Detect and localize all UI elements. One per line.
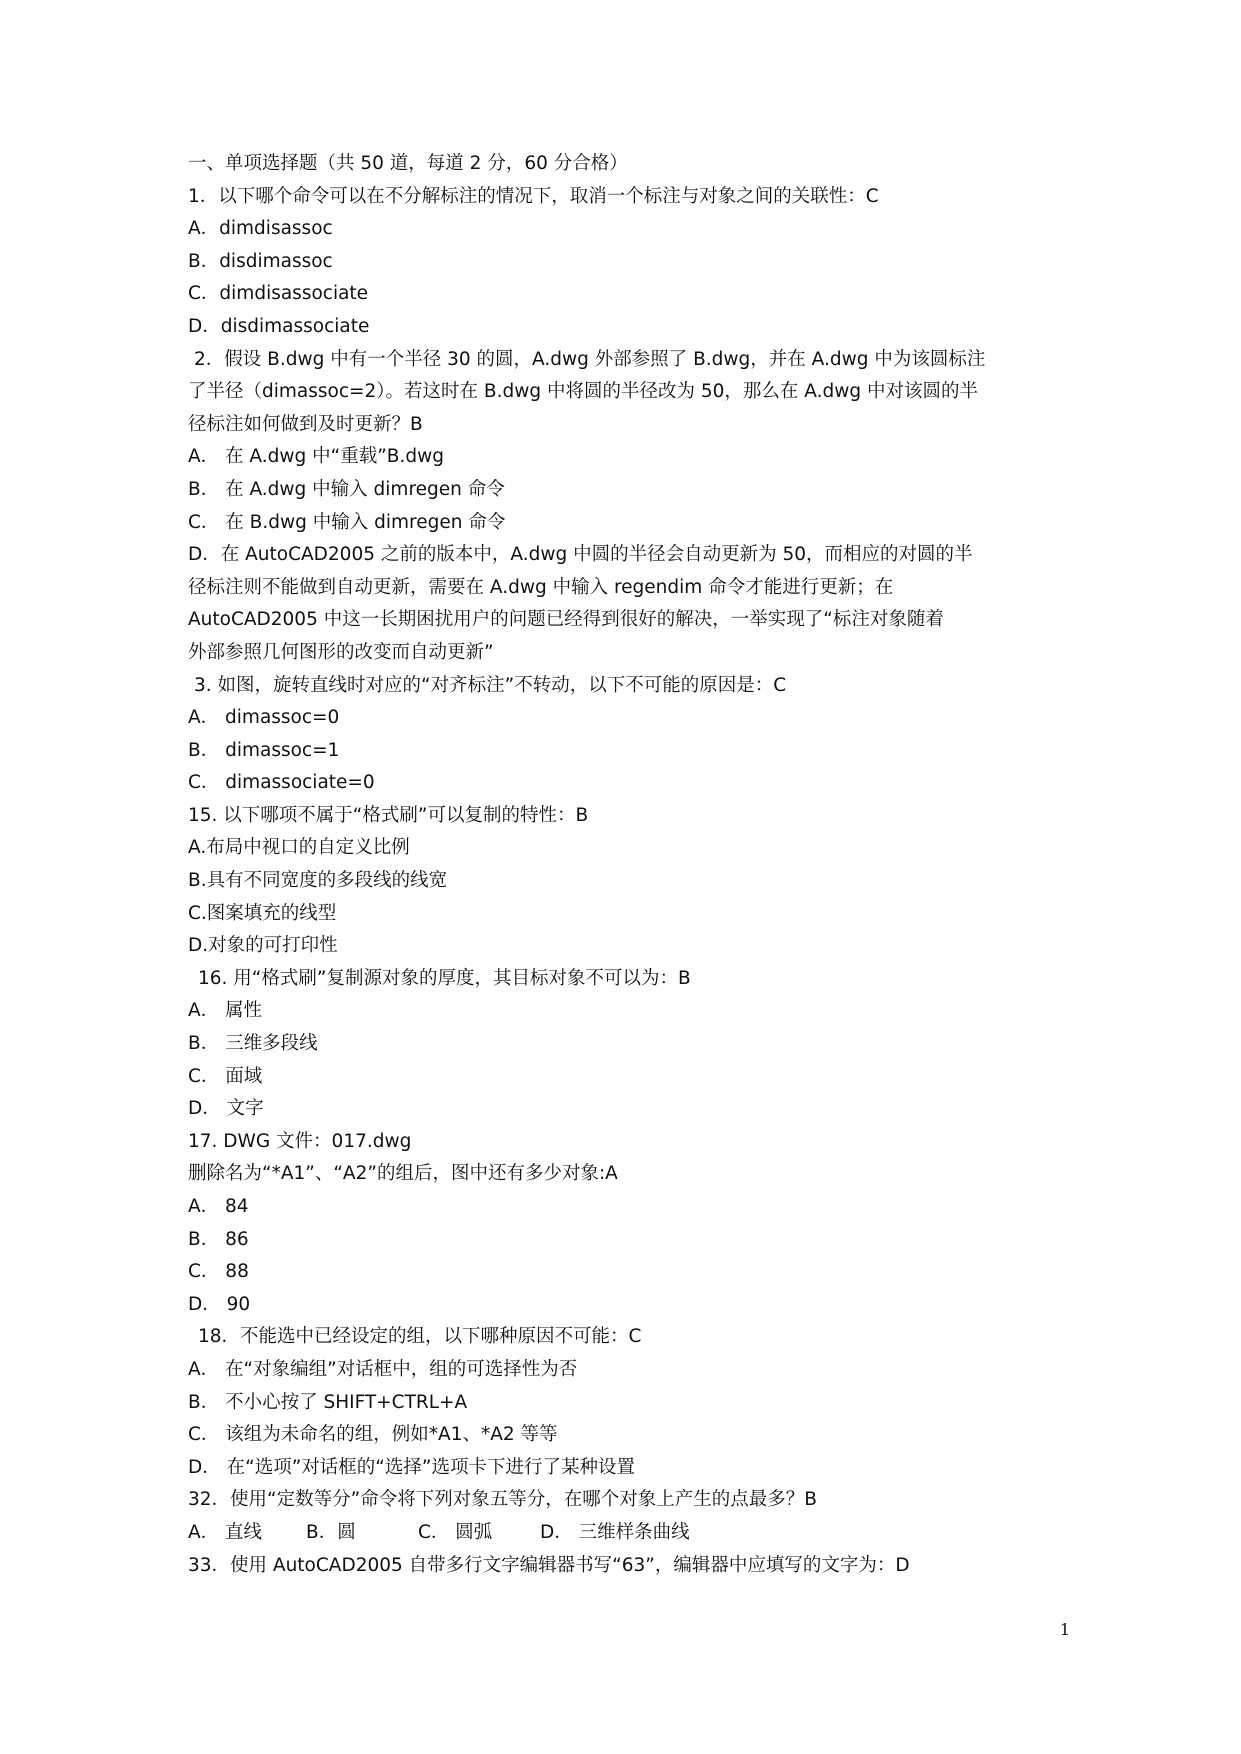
question-16-stem: 16. 用“格式刷”复制源对象的厚度，其目标对象不可以为：B bbox=[198, 967, 691, 989]
question-3-option-b: B． dimassoc=1 bbox=[188, 739, 340, 761]
question-32-option-a: A． 直线 bbox=[188, 1521, 263, 1543]
page-number: 1 bbox=[1059, 1620, 1070, 1639]
question-32-option-b: B．圆 bbox=[306, 1521, 356, 1543]
question-16-option-c: C． 面域 bbox=[188, 1065, 263, 1087]
question-32-option-c: C． 圆弧 bbox=[418, 1521, 493, 1543]
question-17-option-a: A． 84 bbox=[188, 1196, 249, 1217]
question-18-option-a: A． 在“对象编组”对话框中，组的可选择性为否 bbox=[188, 1358, 578, 1380]
question-15-option-b: B.具有不同宽度的多段线的线宽 bbox=[188, 870, 448, 892]
question-1-option-a: A．dimdisassoc bbox=[188, 218, 333, 240]
question-1-option-c: C．dimdisassociate bbox=[188, 283, 369, 305]
question-2-option-d-line-4: 外部参照几何图形的改变而自动更新” bbox=[188, 641, 494, 663]
question-16-option-a: A． 属性 bbox=[188, 1000, 263, 1022]
question-2-option-b: B． 在 A.dwg 中输入 dimregen 命令 bbox=[188, 478, 505, 500]
question-18-option-d: D． 在“选项”对话框的“选择”选项卡下进行了某种设置 bbox=[188, 1456, 635, 1478]
question-33-stem: 33．使用 AutoCAD2005 自带多行文字编辑器书写“63”，编辑器中应填写的文字为：D bbox=[188, 1554, 910, 1576]
question-17-stem-line-1: 17. DWG 文件：017.dwg bbox=[188, 1130, 412, 1152]
question-18-stem: 18．不能选中已经设定的组，以下哪种原因不可能：C bbox=[198, 1326, 642, 1348]
question-17-stem-line-2: 删除名为“*A1”、“A2”的组后，图中还有多少对象:A bbox=[188, 1163, 618, 1185]
question-2-stem-line-1: 2．假设 B.dwg 中有一个半径 30 的圆，A.dwg 外部参照了 B.dwg，并在 A.dwg 中为该圆标注 bbox=[194, 348, 986, 370]
page-content bbox=[188, 148, 1068, 1582]
question-17-option-c: C． 88 bbox=[188, 1261, 249, 1283]
question-2-stem-line-3: 径标注如何做到及时更新？B bbox=[188, 413, 423, 435]
question-1-option-d: D．disdimassociate bbox=[188, 315, 370, 337]
question-32-option-d: D． 三维样条曲线 bbox=[540, 1521, 690, 1543]
question-3-option-c: C． dimassociate=0 bbox=[188, 772, 375, 794]
question-1-stem: 1．以下哪个命令可以在不分解标注的情况下，取消一个标注与对象之间的关联性：C bbox=[188, 185, 879, 207]
question-32-options bbox=[188, 1517, 1068, 1550]
question-1-option-b: B．disdimassoc bbox=[188, 250, 333, 272]
question-16-option-d: D． 文字 bbox=[188, 1098, 264, 1120]
question-15-option-c: C.图案填充的线型 bbox=[188, 902, 337, 924]
question-2-option-d-line-3: AutoCAD2005 中这一长期困扰用户的问题已经得到很好的解决，一举实现了“标注对象随着 bbox=[188, 609, 944, 631]
question-2-option-d-line-1: D．在 AutoCAD2005 之前的版本中，A.dwg 中圆的半径会自动更新为 50，而相应的对圆的半 bbox=[188, 544, 973, 566]
question-17-option-d: D． 90 bbox=[188, 1293, 251, 1315]
question-3-stem: 3. 如图，旋转直线时对应的“对齐标注”不转动，以下不可能的原因是：C bbox=[194, 674, 787, 696]
question-15-stem: 15. 以下哪项不属于“格式刷”可以复制的特性：B bbox=[188, 804, 589, 826]
question-18-option-c: C． 该组为未命名的组，例如*A1、*A2 等等 bbox=[188, 1424, 558, 1446]
question-17-option-b: B． 86 bbox=[188, 1228, 249, 1250]
question-2-option-c: C． 在 B.dwg 中输入 dimregen 命令 bbox=[188, 511, 506, 533]
question-15-option-d: D.对象的可打印性 bbox=[188, 935, 338, 957]
question-32-stem: 32．使用“定数等分”命令将下列对象五等分，在哪个对象上产生的点最多？B bbox=[188, 1489, 817, 1511]
question-3-option-a: A． dimassoc=0 bbox=[188, 707, 340, 729]
question-18-option-b: B． 不小心按了 SHIFT+CTRL+A bbox=[188, 1391, 468, 1413]
section-heading: 一、单项选择题（共 50 道，每道 2 分，60 分合格） bbox=[188, 153, 628, 174]
question-2-option-d-line-2: 径标注则不能做到自动更新，需要在 A.dwg 中输入 regendim 命令才能进行更新；在 bbox=[188, 576, 894, 598]
question-2-stem-line-2: 了半径（dimassoc=2）。若这时在 B.dwg 中将圆的半径改为 50，那么在 A.dwg 中对该圆的半 bbox=[188, 381, 978, 403]
question-2-option-a: A． 在 A.dwg 中“重载”B.dwg bbox=[188, 446, 444, 468]
question-16-option-b: B． 三维多段线 bbox=[188, 1033, 318, 1055]
question-15-option-a: A.布局中视口的自定义比例 bbox=[188, 837, 410, 859]
